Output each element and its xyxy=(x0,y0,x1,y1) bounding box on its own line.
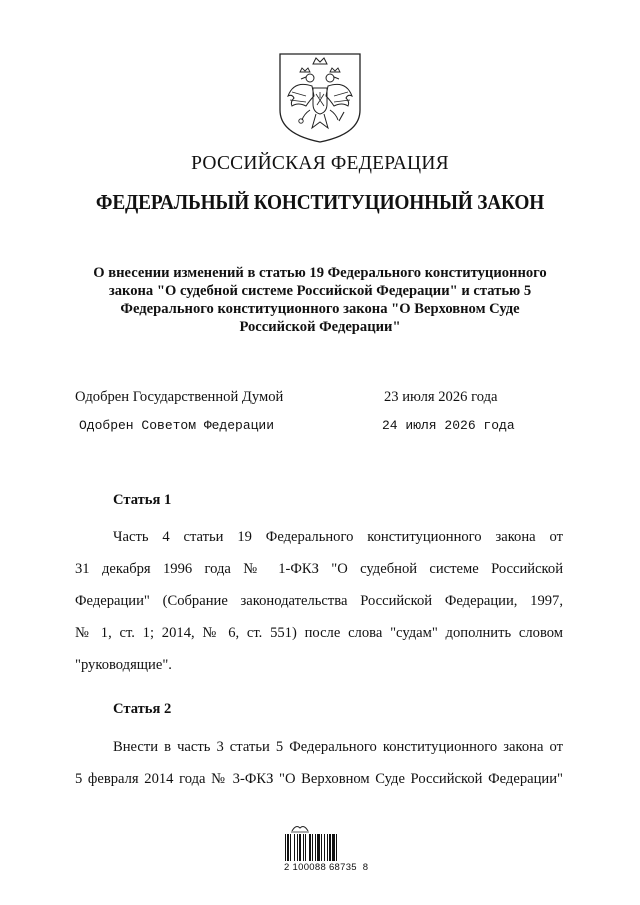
country-name: РОССИЙСКАЯ ФЕДЕРАЦИЯ xyxy=(191,153,449,174)
article-text-line: 5 февраля 2014 года № 3-ФКЗ "О Верховном Суде Российской Федерации" xyxy=(75,771,563,787)
article-1-text xyxy=(75,521,563,681)
approval-duma-label: Одобрен Государственной Думой xyxy=(75,389,284,405)
law-title-line: Федерального конституционного закона "О Верховном Суде xyxy=(120,301,520,317)
article-text-line: 31 декабря 1996 года № 1-ФКЗ "О судебной системе Российской xyxy=(75,561,563,577)
article-text-line: "руководящие". xyxy=(75,657,172,673)
barcode-icon xyxy=(284,834,354,861)
article-2-heading: Статья 2 xyxy=(113,701,172,717)
article-text-line: Федерации" (Собрание законодательства Российской Федерации, 1997, xyxy=(75,593,563,609)
law-title-line: Российской Федерации" xyxy=(239,319,401,335)
article-text-line: Внести в часть 3 статьи 5 Федерального конституционного закона от xyxy=(113,739,563,755)
article-2-text xyxy=(75,731,563,795)
article-text-line: № 1, ст. 1; 2014, № 6, ст. 551) после слова "судам" дополнить словом xyxy=(75,625,563,641)
law-title-line: закона "О судебной системе Российской Федерации" и статью 5 xyxy=(108,283,532,299)
barcode-logo-icon xyxy=(290,823,310,833)
law-title-line: О внесении изменений в статью 19 Федерального конституционного xyxy=(93,265,547,281)
barcode-number: 2 100088 68735 8 xyxy=(284,862,369,873)
coat-of-arms-icon xyxy=(276,50,364,146)
approval-council-label: Одобрен Советом Федерации xyxy=(79,418,275,433)
document-type: ФЕДЕРАЛЬНЫЙ КОНСТИТУЦИОННЫЙ ЗАКОН xyxy=(95,190,545,214)
approval-duma-date: 23 июля 2026 года xyxy=(384,389,498,405)
law-title xyxy=(70,264,570,336)
approval-council-date: 24 июля 2026 года xyxy=(382,418,515,433)
article-text-line: Часть 4 статьи 19 Федерального конституционного закона от xyxy=(113,529,563,545)
article-1-heading: Статья 1 xyxy=(113,492,172,508)
